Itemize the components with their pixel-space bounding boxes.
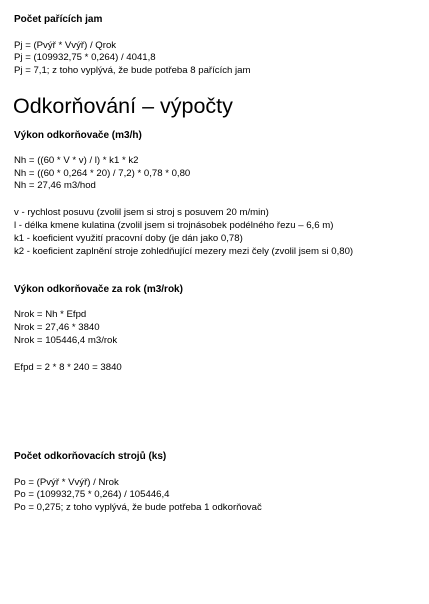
heading-nh: Výkon odkorňovače (m3/h) [14,130,142,141]
legend-k1: k1 - koeficient využití pracovní doby (je dán jako 0,78) [14,233,243,244]
heading-po: Počet odkorňovacích strojů (ks) [14,451,167,462]
pj-line-3: Pj = 7,1; z toho vyplývá, že bude potřeba 8 pařících jam [14,65,251,76]
po-line-2: Po = (109932,75 * 0,264) / 105446,4 [14,489,170,500]
pj-line-2: Pj = (109932,75 * 0,264) / 4041,8 [14,52,156,63]
heading-pj: Počet pařících jam [14,14,103,25]
nrok-line-2: Nrok = 27,46 * 3840 [14,322,100,333]
heading-nrok: Výkon odkorňovače za rok (m3/rok) [14,284,183,295]
nh-line-3: Nh = 27,46 m3/hod [14,180,96,191]
nrok-line-3: Nrok = 105446,4 m3/rok [14,335,118,346]
po-line-1: Po = (Pvýř * Vvýř) / Nrok [14,477,119,488]
legend-k2: k2 - koeficient zaplnění stroje zohledňující mezery mezi čely (zvolil jsem si 0,80) [14,246,354,257]
nh-line-2: Nh = ((60 * 0,264 * 20) / 7,2) * 0,78 * 0,80 [14,168,191,179]
pj-line-1: Pj = (Pvýř * Vvýř) / Qrok [14,40,117,51]
legend-v: v - rychlost posuvu (zvolil jsem si stroj s posuvem 20 m/min) [14,207,269,218]
legend-l: l - délka kmene kulatina (zvolil jsem si trojnásobek podélného řezu – 6,6 m) [14,220,334,231]
main-title: Odkorňování – výpočty [13,94,233,118]
nh-line-1: Nh = ((60 * V * v) / l) * k1 * k2 [14,155,139,166]
nrok-line-1: Nrok = Nh * Efpd [14,309,87,320]
po-line-3: Po = 0,275; z toho vyplývá, že bude potřeba 1 odkorňovač [14,502,262,513]
efpd-line: Efpd = 2 * 8 * 240 = 3840 [14,362,122,373]
